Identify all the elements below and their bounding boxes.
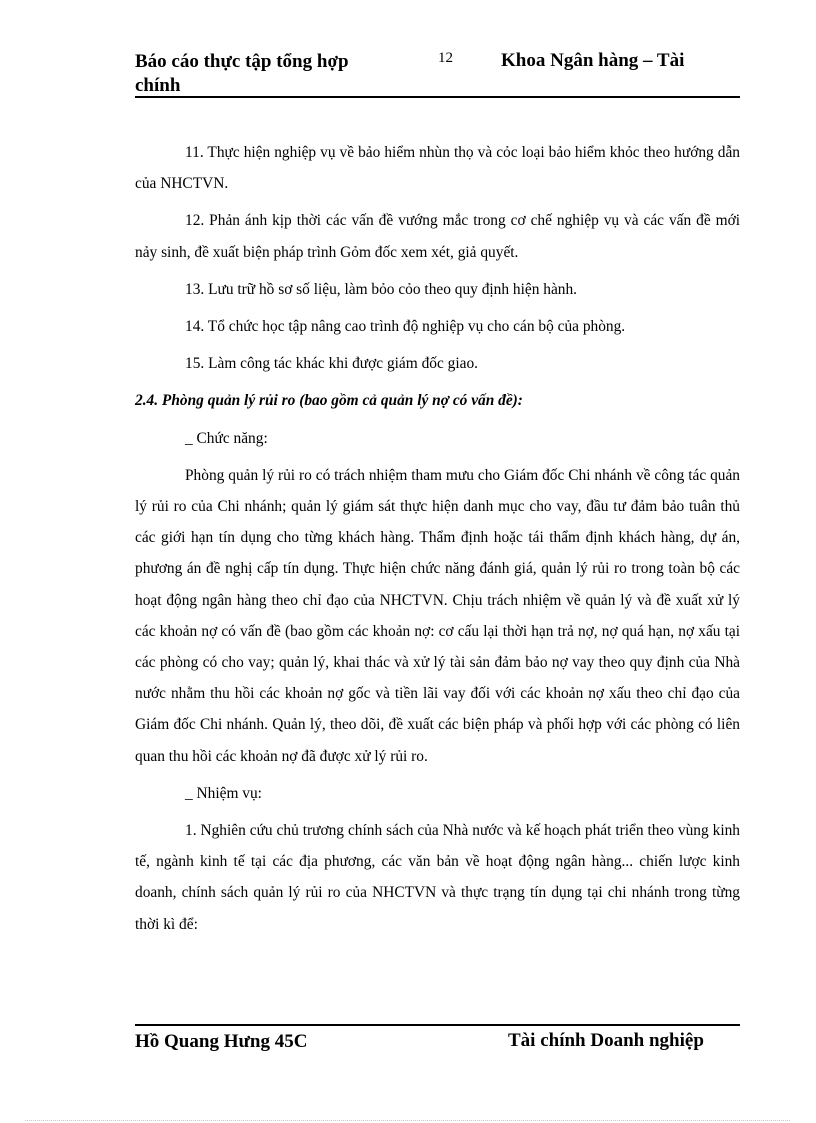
paragraph-item-12: 12. Phản ánh kịp thời các vấn đề vướng mắc trong cơ chế nghiệp vụ và các vấn đề mới nảy sinh, đề xuất biện pháp trình Gỏm đốc xem xét, giả quyết. bbox=[135, 212, 740, 261]
paragraph-item-14: 14. Tổ chức học tập nâng cao trình độ nghiệp vụ cho cán bộ của phòng. bbox=[185, 318, 626, 336]
function-label: _ Chức năng: bbox=[185, 429, 268, 447]
function-paragraph: Phòng quản lý rủi ro có trách nhiệm tham mưu cho Giám đốc Chi nhánh về công tác quản lý rủi ro của Chi nhánh; quản lý giám sát thực hiện danh mục cho vay, đầu tư đảm bảo tuân thủ các giới hạn tín dụng cho từng khách hàng. Thẩm định hoặc tái thẩm định khách hàng, dự án, phương án đề nghị cấp tín dụng. Thực hiện chức năng đánh giá, quản lý rủi ro trong toàn bộ các hoạt động ngân hàng theo chỉ đạo của NHCTVN. Chịu trách nhiệm về quản lý và đề xuất xử lý các khoản nợ có vấn đề (bao gồm các khoản nợ: cơ cấu lại thời hạn trả nợ, nợ quá hạn, nợ xấu tại các phòng có cho vay; quản lý, khai thác và xử lý tài sản đảm bảo nợ vay theo quy định của Nhà nước nhằm thu hồi các khoản nợ gốc và tiền lãi vay đối với các khoản nợ xấu theo chỉ đạo của Giám đốc Chi nhánh. Quản lý, theo dõi, đề xuất các biện pháp và phối hợp với các phòng có liên quan thu hồi các khoản nợ đã được xử lý rủi ro. bbox=[135, 466, 740, 765]
header-faculty: Khoa Ngân hàng – Tài bbox=[501, 50, 685, 71]
page-bottom-edge bbox=[25, 1120, 790, 1121]
page-header bbox=[135, 48, 740, 98]
paragraph-item-11: 11. Thực hiện nghiệp vụ về bảo hiểm nhùn thọ và cỏc loại bảo hiểm khỏc theo hướng dẫn của NHCTVN. bbox=[135, 144, 740, 193]
header-report-title: Báo cáo thực tập tổng hợp chính bbox=[135, 51, 349, 96]
footer-department: Tài chính Doanh nghiệp bbox=[508, 1030, 704, 1051]
header-rule bbox=[135, 96, 740, 98]
page-number: 12 bbox=[438, 50, 453, 66]
duty-label: _ Nhiệm vụ: bbox=[185, 784, 262, 802]
paragraph-item-15: 15. Làm công tác khác khi được giám đốc giao. bbox=[185, 355, 478, 373]
footer-author: Hồ Quang Hưng 45C bbox=[135, 1031, 308, 1052]
footer-rule bbox=[135, 1024, 740, 1026]
page-footer bbox=[135, 1024, 740, 1084]
paragraph-item-13: 13. Lưu trữ hồ sơ số liệu, làm bỏo cỏo theo quy định hiện hành. bbox=[185, 280, 578, 298]
duty-paragraph: 1. Nghiên cứu chủ trương chính sách của Nhà nước và kế hoạch phát triển theo vùng kinh tế, ngành kinh tế tại các địa phương, các văn bản về hoạt động ngân hàng... chiến lược kinh doanh, chính sách quản lý rủi ro của NHCTVN và thực trạng tín dụng tại chi nhánh trong từng thời kì để: bbox=[135, 822, 740, 933]
section-heading: 2.4. Phòng quản lý rủi ro (bao gồm cả quản lý nợ có vấn đề): bbox=[135, 392, 523, 410]
page-body bbox=[135, 137, 740, 940]
